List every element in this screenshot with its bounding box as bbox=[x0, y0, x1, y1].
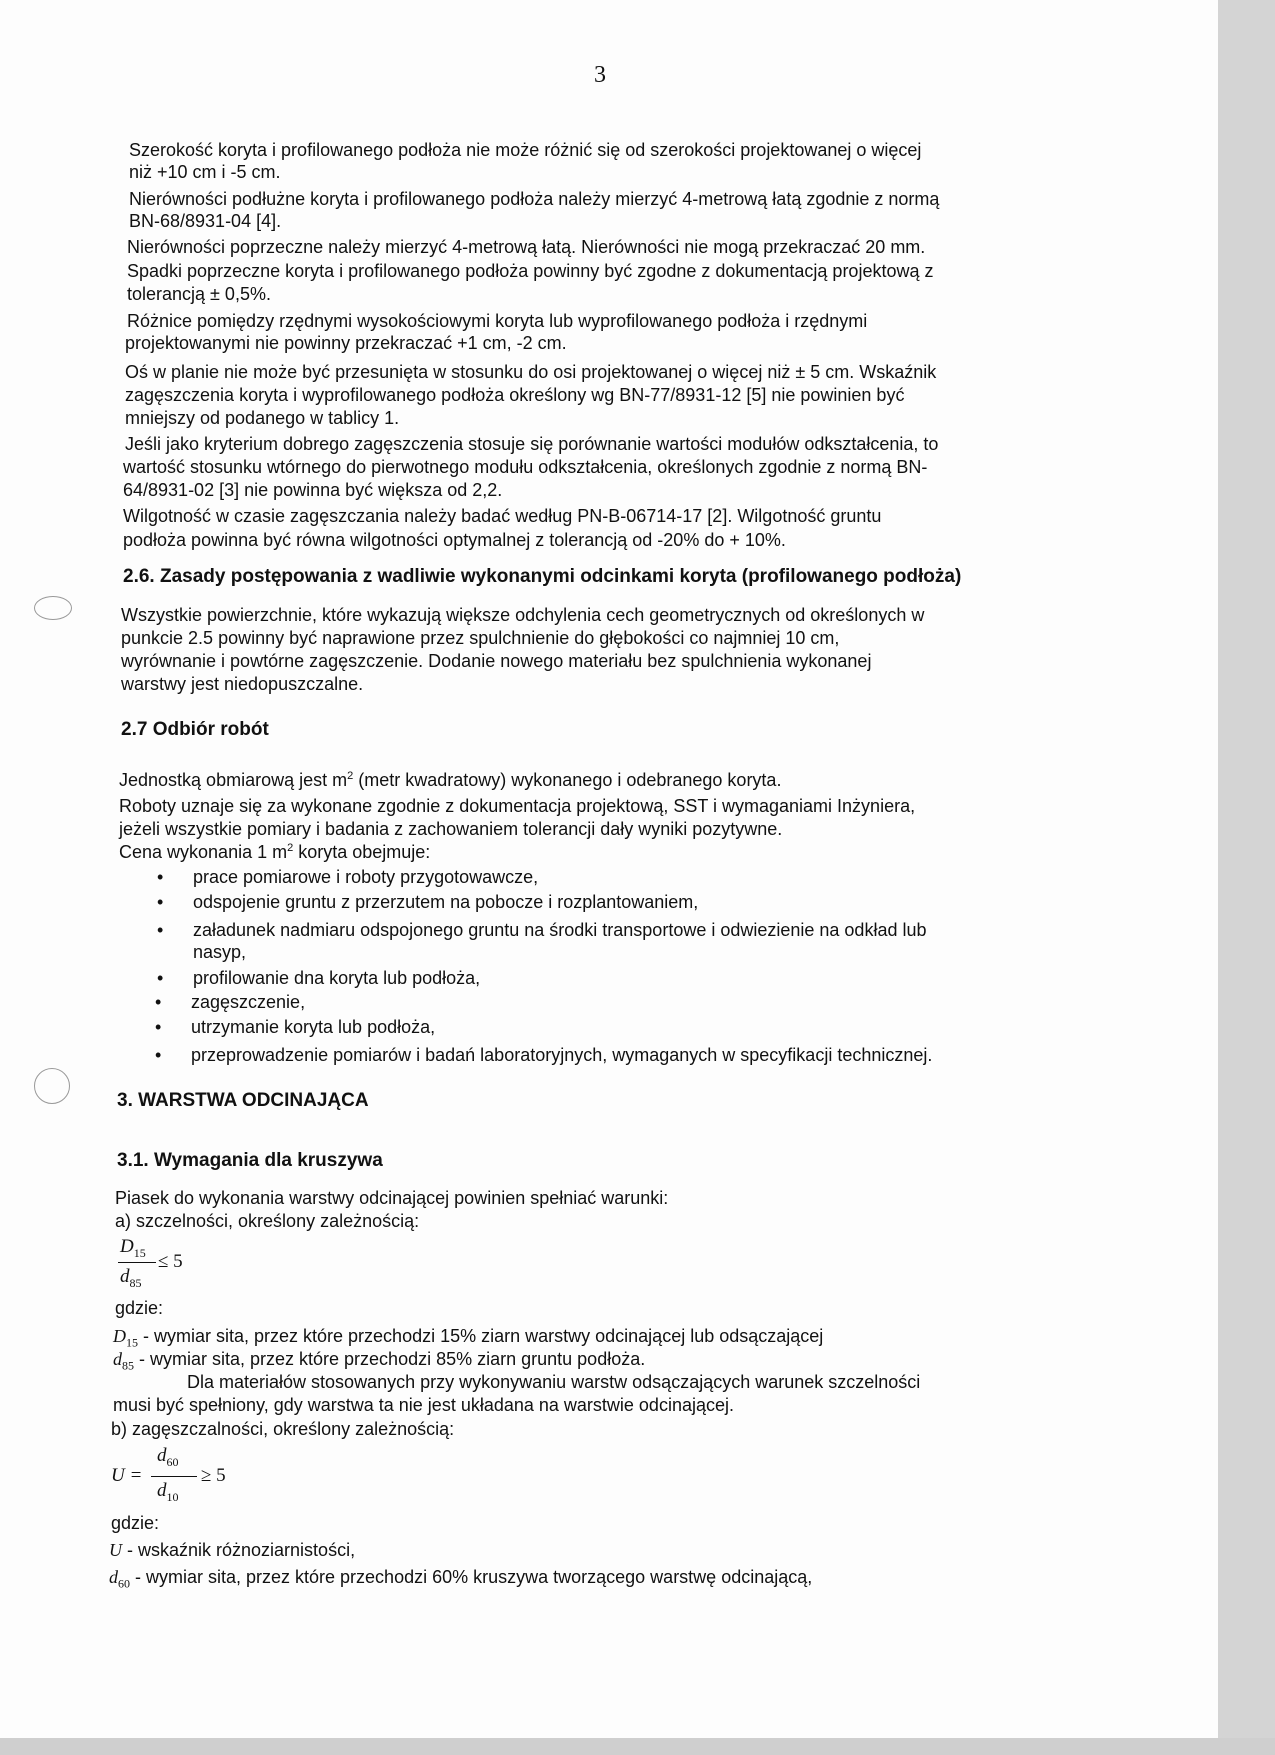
paragraph-line: Szerokość koryta i profilowanego podłoża nie może różnić się od szerokości projektowanej o więcej bbox=[129, 140, 922, 160]
paragraph-line: Dla materiałów stosowanych przy wykonywaniu warstw odsączających warunek szczelności bbox=[187, 1372, 921, 1392]
bullet-icon: • bbox=[157, 920, 164, 940]
paragraph-line: jeżeli wszystkie pomiary i badania z zachowaniem tolerancji dały wyniki pozytywne. bbox=[119, 819, 783, 839]
formula-lhs: U = bbox=[111, 1465, 143, 1486]
paragraph-line: warstwy jest niedopuszczalne. bbox=[121, 674, 364, 694]
paragraph-line: b) zagęszczalności, określony zależnością: bbox=[111, 1419, 455, 1439]
formula-denominator: $d_{85}$ bbox=[120, 1266, 142, 1290]
list-item: • profilowanie dna koryta lub podłoża, bbox=[157, 968, 481, 988]
paragraph-line: zagęszczenia koryta i wyprofilowanego podłoża określony wg BN-77/8931-12 [5] nie powinien być bbox=[125, 385, 905, 405]
formula-filtration bbox=[116, 1236, 216, 1294]
list-item: • utrzymanie koryta lub podłoża, bbox=[155, 1017, 436, 1037]
paragraph-line: mniejszy od podanego w tablicy 1. bbox=[125, 408, 400, 428]
paragraph-line: a) szczelności, określony zależnością: bbox=[115, 1211, 420, 1231]
section-heading: 2.6. Zasady postępowania z wadliwie wykonanymi odcinkami koryta (profilowanego podłoża) bbox=[123, 566, 962, 587]
list-item: • zagęszczenie, bbox=[155, 992, 306, 1012]
definition-line: $D_{15}$ - wymiar sita, przez które przechodzi 15% ziarn warstwy odcinającej lub odsączającej bbox=[113, 1326, 824, 1350]
paragraph-line: Jeśli jako kryterium dobrego zagęszczenia stosuje się porównanie wartości modułów odkształcenia, to bbox=[125, 434, 939, 454]
paragraph-line: projektowanymi nie powinny przekraczać +1 cm, -2 cm. bbox=[125, 333, 567, 353]
list-item: • przeprowadzenie pomiarów i badań laboratoryjnych, wymaganych w specyfikacji technicznej. bbox=[155, 1045, 933, 1065]
definition-line: $d_{60}$ - wymiar sita, przez które przechodzi 60% kruszywa tworzącego warstwę odcinającą, bbox=[109, 1567, 813, 1591]
paragraph-line: Nierówności poprzeczne należy mierzyć 4-metrową łatą. Nierówności nie mogą przekraczać 20 mm. bbox=[127, 237, 926, 257]
paragraph-line: 64/8931-02 [3] nie powinna być większa od 2,2. bbox=[123, 480, 503, 500]
section-heading: 3. WARSTWA ODCINAJĄCA bbox=[117, 1090, 369, 1111]
bullet-icon: • bbox=[157, 867, 164, 887]
punch-hole-mark bbox=[34, 596, 72, 620]
formula-relation: ≤ 5 bbox=[158, 1251, 183, 1272]
paragraph-line: punkcie 2.5 powinny być naprawione przez spulchnienie do głębokości co najmniej 10 cm, bbox=[121, 628, 840, 648]
page-number: 3 bbox=[594, 62, 606, 88]
paragraph-line: Różnice pomiędzy rzędnymi wysokościowymi koryta lub wyprofilowanego podłoża i rzędnymi bbox=[127, 311, 868, 331]
paragraph-line: musi być spełniony, gdy warstwa ta nie jest układana na warstwie odcinającej. bbox=[113, 1395, 734, 1415]
bullet-icon: • bbox=[157, 968, 164, 988]
list-item: • odspojenie gruntu z przerzutem na pobocze i rozplantowaniem, bbox=[157, 892, 699, 912]
list-item-continuation: nasyp, bbox=[193, 942, 247, 962]
section-heading: 3.1. Wymagania dla kruszywa bbox=[117, 1150, 383, 1171]
paragraph-line: Cena wykonania 1 $m^2$ koryta obejmuje: bbox=[119, 842, 431, 862]
paragraph-line: Wszystkie powierzchnie, które wykazują większe odchylenia cech geometrycznych od określonych w bbox=[121, 605, 925, 625]
paragraph-line: podłoża powinna być równa wilgotności optymalnej z tolerancją od -20% do + 10%. bbox=[123, 530, 786, 550]
paragraph-line: gdzie: bbox=[111, 1513, 160, 1533]
definition-line: U - wskaźnik różnoziarnistości, bbox=[109, 1540, 356, 1560]
paragraph-line: Jednostką obmiarową jest $m^2$ (metr kwadratowy) wykonanego i odebranego koryta. bbox=[119, 770, 782, 790]
scan-margin bbox=[0, 1738, 1275, 1755]
bullet-icon: • bbox=[157, 892, 164, 912]
bullet-icon: • bbox=[155, 992, 162, 1012]
fraction-bar bbox=[118, 1262, 156, 1263]
formula-numerator: $d_{60}$ bbox=[157, 1445, 179, 1469]
paragraph-line: Oś w planie nie może być przesunięta w stosunku do osi projektowanej o więcej niż ± 5 cm. Wskaźnik bbox=[125, 362, 937, 382]
list-item: • prace pomiarowe i roboty przygotowawcze, bbox=[157, 867, 539, 887]
punch-hole-mark bbox=[34, 1068, 70, 1104]
formula-denominator: $d_{10}$ bbox=[157, 1480, 179, 1504]
paragraph-line: Piasek do wykonania warstwy odcinającej powinien spełniać warunki: bbox=[115, 1188, 669, 1208]
paragraph-line: tolerancją ± 0,5%. bbox=[127, 284, 271, 304]
paragraph-line: Wilgotność w czasie zagęszczania należy badać według PN-B-06714-17 [2]. Wilgotność gruntu bbox=[123, 506, 882, 526]
formula-uniformity bbox=[111, 1445, 241, 1507]
definition-line: $d_{85}$ - wymiar sita, przez które przechodzi 85% ziarn gruntu podłoża. bbox=[113, 1349, 646, 1373]
bullet-icon: • bbox=[155, 1017, 162, 1037]
bullet-icon: • bbox=[155, 1045, 162, 1065]
paragraph-line: gdzie: bbox=[115, 1298, 164, 1318]
paragraph-line: wyrównanie i powtórne zagęszczenie. Dodanie nowego materiału bez spulchnienia wykonanej bbox=[121, 651, 872, 671]
paragraph-line: BN-68/8931-04 [4]. bbox=[129, 211, 282, 231]
formula-relation: ≥ 5 bbox=[201, 1465, 226, 1486]
list-item: • załadunek nadmiaru odspojonego gruntu na środki transportowe i odwiezienie na odkład lub bbox=[157, 920, 927, 940]
paragraph-line: niż +10 cm i -5 cm. bbox=[129, 162, 281, 182]
paragraph-line: Nierówności podłużne koryta i profilowanego podłoża należy mierzyć 4-metrową łatą zgodnie z normą bbox=[129, 189, 940, 209]
fraction-bar bbox=[151, 1476, 197, 1477]
paragraph-line: wartość stosunku wtórnego do pierwotnego modułu odkształcenia, określonych zgodnie z normą BN- bbox=[123, 457, 928, 477]
paragraph-line: Roboty uznaje się za wykonane zgodnie z dokumentacja projektową, SST i wymaganiami Inżyniera, bbox=[119, 796, 916, 816]
scan-margin bbox=[1218, 0, 1275, 1755]
paragraph-line: Spadki poprzeczne koryta i profilowanego podłoża powinny być zgodne z dokumentacją projektową z bbox=[127, 261, 934, 281]
section-heading: 2.7 Odbiór robót bbox=[121, 719, 269, 740]
formula-numerator: $D_{15}$ bbox=[120, 1236, 146, 1260]
